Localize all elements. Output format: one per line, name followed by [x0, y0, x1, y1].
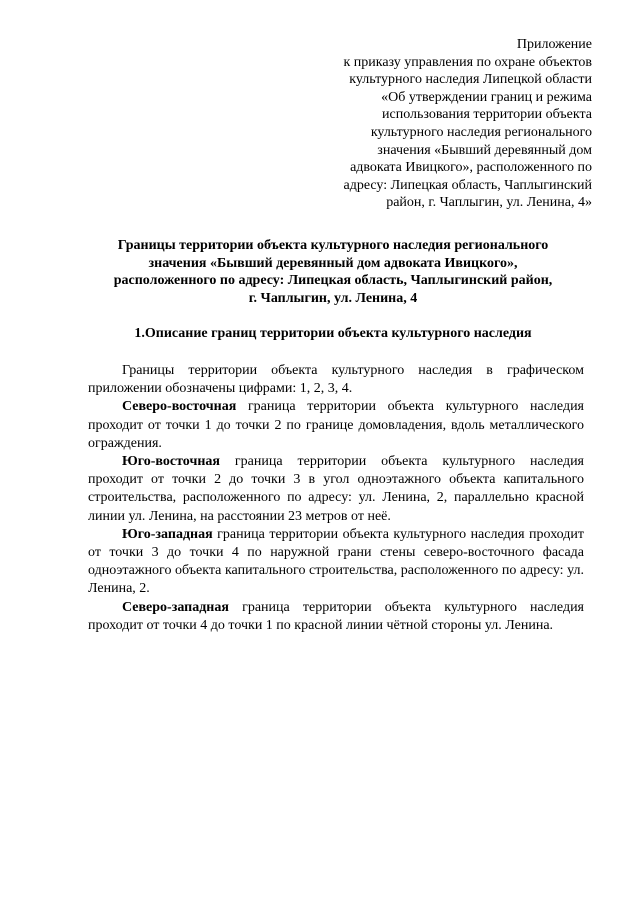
appendix-line: Приложение [516, 37, 592, 52]
paragraph-southwest [88, 526, 584, 599]
appendix-line: культурного наследия Липецкой области [349, 72, 592, 88]
appendix-line: «Об утверждении границ и режима [381, 89, 592, 105]
appendix-line: значения «Бывший деревянный дом [377, 142, 592, 158]
paragraph-southeast [88, 453, 584, 526]
appendix-line: район, г. Чаплыгин, ул. Ленина, 4» [386, 195, 592, 211]
paragraph-text: граница территории объекта культурного наследия проходит от точки 4 до точки 1 по красной линии чётной стороны ул. Ленина. [88, 599, 584, 633]
paragraph-text: граница территории объекта культурного наследия проходит от точки 1 до точки 2 по границе домовладения, вдоль металлического ограждения. [88, 399, 584, 451]
paragraph-text: граница территории объекта культурного наследия проходит от точки 2 до точки 3 в угол одноэтажного объекта капитального строительства, расположенного по адресу: ул. Ленина, 2, параллельно красной линии ул. Ленина, на расстоянии 23 метров от неё. [88, 454, 584, 524]
paragraph-bold-lead: Северо-западная [122, 599, 229, 615]
title-line: Границы территории объекта культурного наследия регионального [117, 238, 549, 253]
title-line: г. Чаплыгин, ул. Ленина, 4 [248, 290, 418, 306]
paragraph-bold-lead: Северо-восточная [122, 399, 237, 415]
paragraph-northeast [88, 398, 584, 453]
title-line: расположенного по адресу: Липецкая область, Чаплыгинский район, [113, 273, 553, 289]
appendix-line: к приказу управления по охране объектов [343, 54, 592, 70]
document-title [78, 237, 588, 307]
title-line: значения «Бывший деревянный дом адвоката Ивицкого», [148, 255, 518, 271]
paragraph-bold-lead: Юго-восточная [122, 454, 220, 470]
paragraph-bold-lead: Юго-западная [122, 526, 213, 542]
paragraph-text: Границы территории объекта культурного наследия в графическом приложении обозначены цифрами: 1, 2, 3, 4. [88, 363, 584, 397]
appendix-line: использования территории объекта [382, 107, 592, 123]
appendix-header [302, 36, 592, 212]
body-text [88, 362, 584, 635]
appendix-line: культурного наследия регионального [370, 124, 592, 140]
appendix-line: адвоката Ивицкого», расположенного по [350, 160, 592, 176]
paragraph-northwest [88, 599, 584, 635]
section-heading: 1.Описание границ территории объекта культурного наследия [134, 326, 532, 341]
paragraph-text: граница территории объекта культурного наследия проходит от точки 3 до точки 4 по наружной грани стены северо-восточного фасада одноэтажного объекта капитального строительства, расположенного по адресу: ул. Ленина, 2. [88, 526, 584, 597]
paragraph-intro [88, 362, 584, 398]
appendix-line: адресу: Липецкая область, Чаплыгинский [343, 177, 592, 193]
